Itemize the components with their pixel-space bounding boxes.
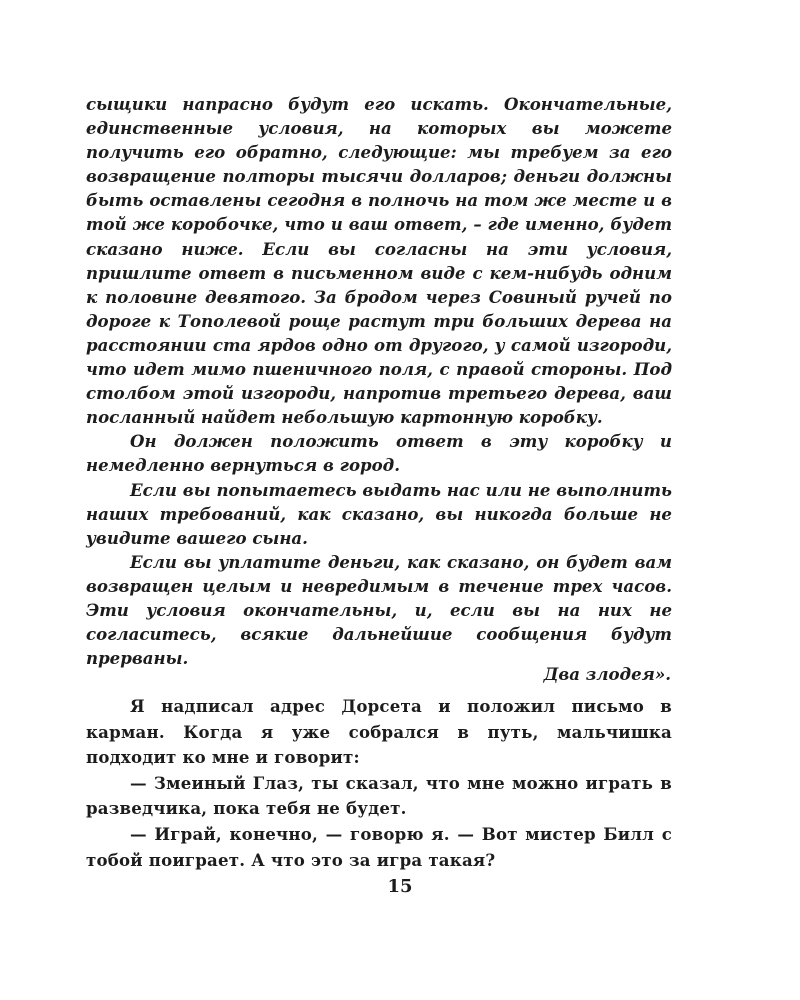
narrative-paragraph-3: — Играй, конечно, — говорю я. — Вот мистер Билл с тобой поиграет. А что это за игра такая? — [86, 823, 672, 870]
narrative-paragraph-1: Я надписал адрес Дорсета и положил письмо в карман. Когда я уже собрался в путь, мальчишка подходит ко мне и говорит: — [86, 696, 672, 768]
letter-paragraph-1: сыщики напрасно будут его искать. Окончательные, единственные условия, на которых вы можете получить его обратно, следующие: мы требуем за его возвращение полторы тысячи долларов; деньги должны быть оставлены сегодня в полночь на том же месте и в той же коробочке, что и ваш ответ, – где именно, будет сказано ниже. Если вы согласны на эти условия, пришлите ответ в письменном виде с кем-нибудь одним к половине девятого. За бродом через Совиный ручей по дороге к Тополевой роще растут три больших дерева на расстоянии ста ярдов одно от другого, у самой изгороди, что идет мимо пшеничного поля, с правой стороны. Под столбом этой изгороди, напротив третьего дерева, ваш посланный найдет небольшую картонную коробку. — [86, 94, 672, 428]
ransom-letter-text — [86, 92, 672, 670]
letter-signature: Два злодея». — [543, 664, 671, 684]
narrative-text — [86, 694, 672, 873]
letter-paragraph-4: Если вы уплатите деньги, как сказано, он будет вам возвращен целым и невредимым в течение трех часов. Эти условия окончательны, и, если вы на них не согласитесь, всякие дальнейшие сообщения будут прерваны. — [86, 551, 672, 669]
letter-paragraph-2: Он должен положить ответ в эту коробку и немедленно вернуться в город. — [86, 431, 672, 476]
page-number: 15 — [387, 876, 413, 897]
narrative-paragraph-2: — Змеиный Глаз, ты сказал, что мне можно играть в разведчика, пока тебя не будет. — [86, 772, 672, 819]
letter-paragraph-3: Если вы попытаетесь выдать нас или не выполнить наших требований, как сказано, вы никогда больше не увидите вашего сына. — [86, 479, 672, 548]
